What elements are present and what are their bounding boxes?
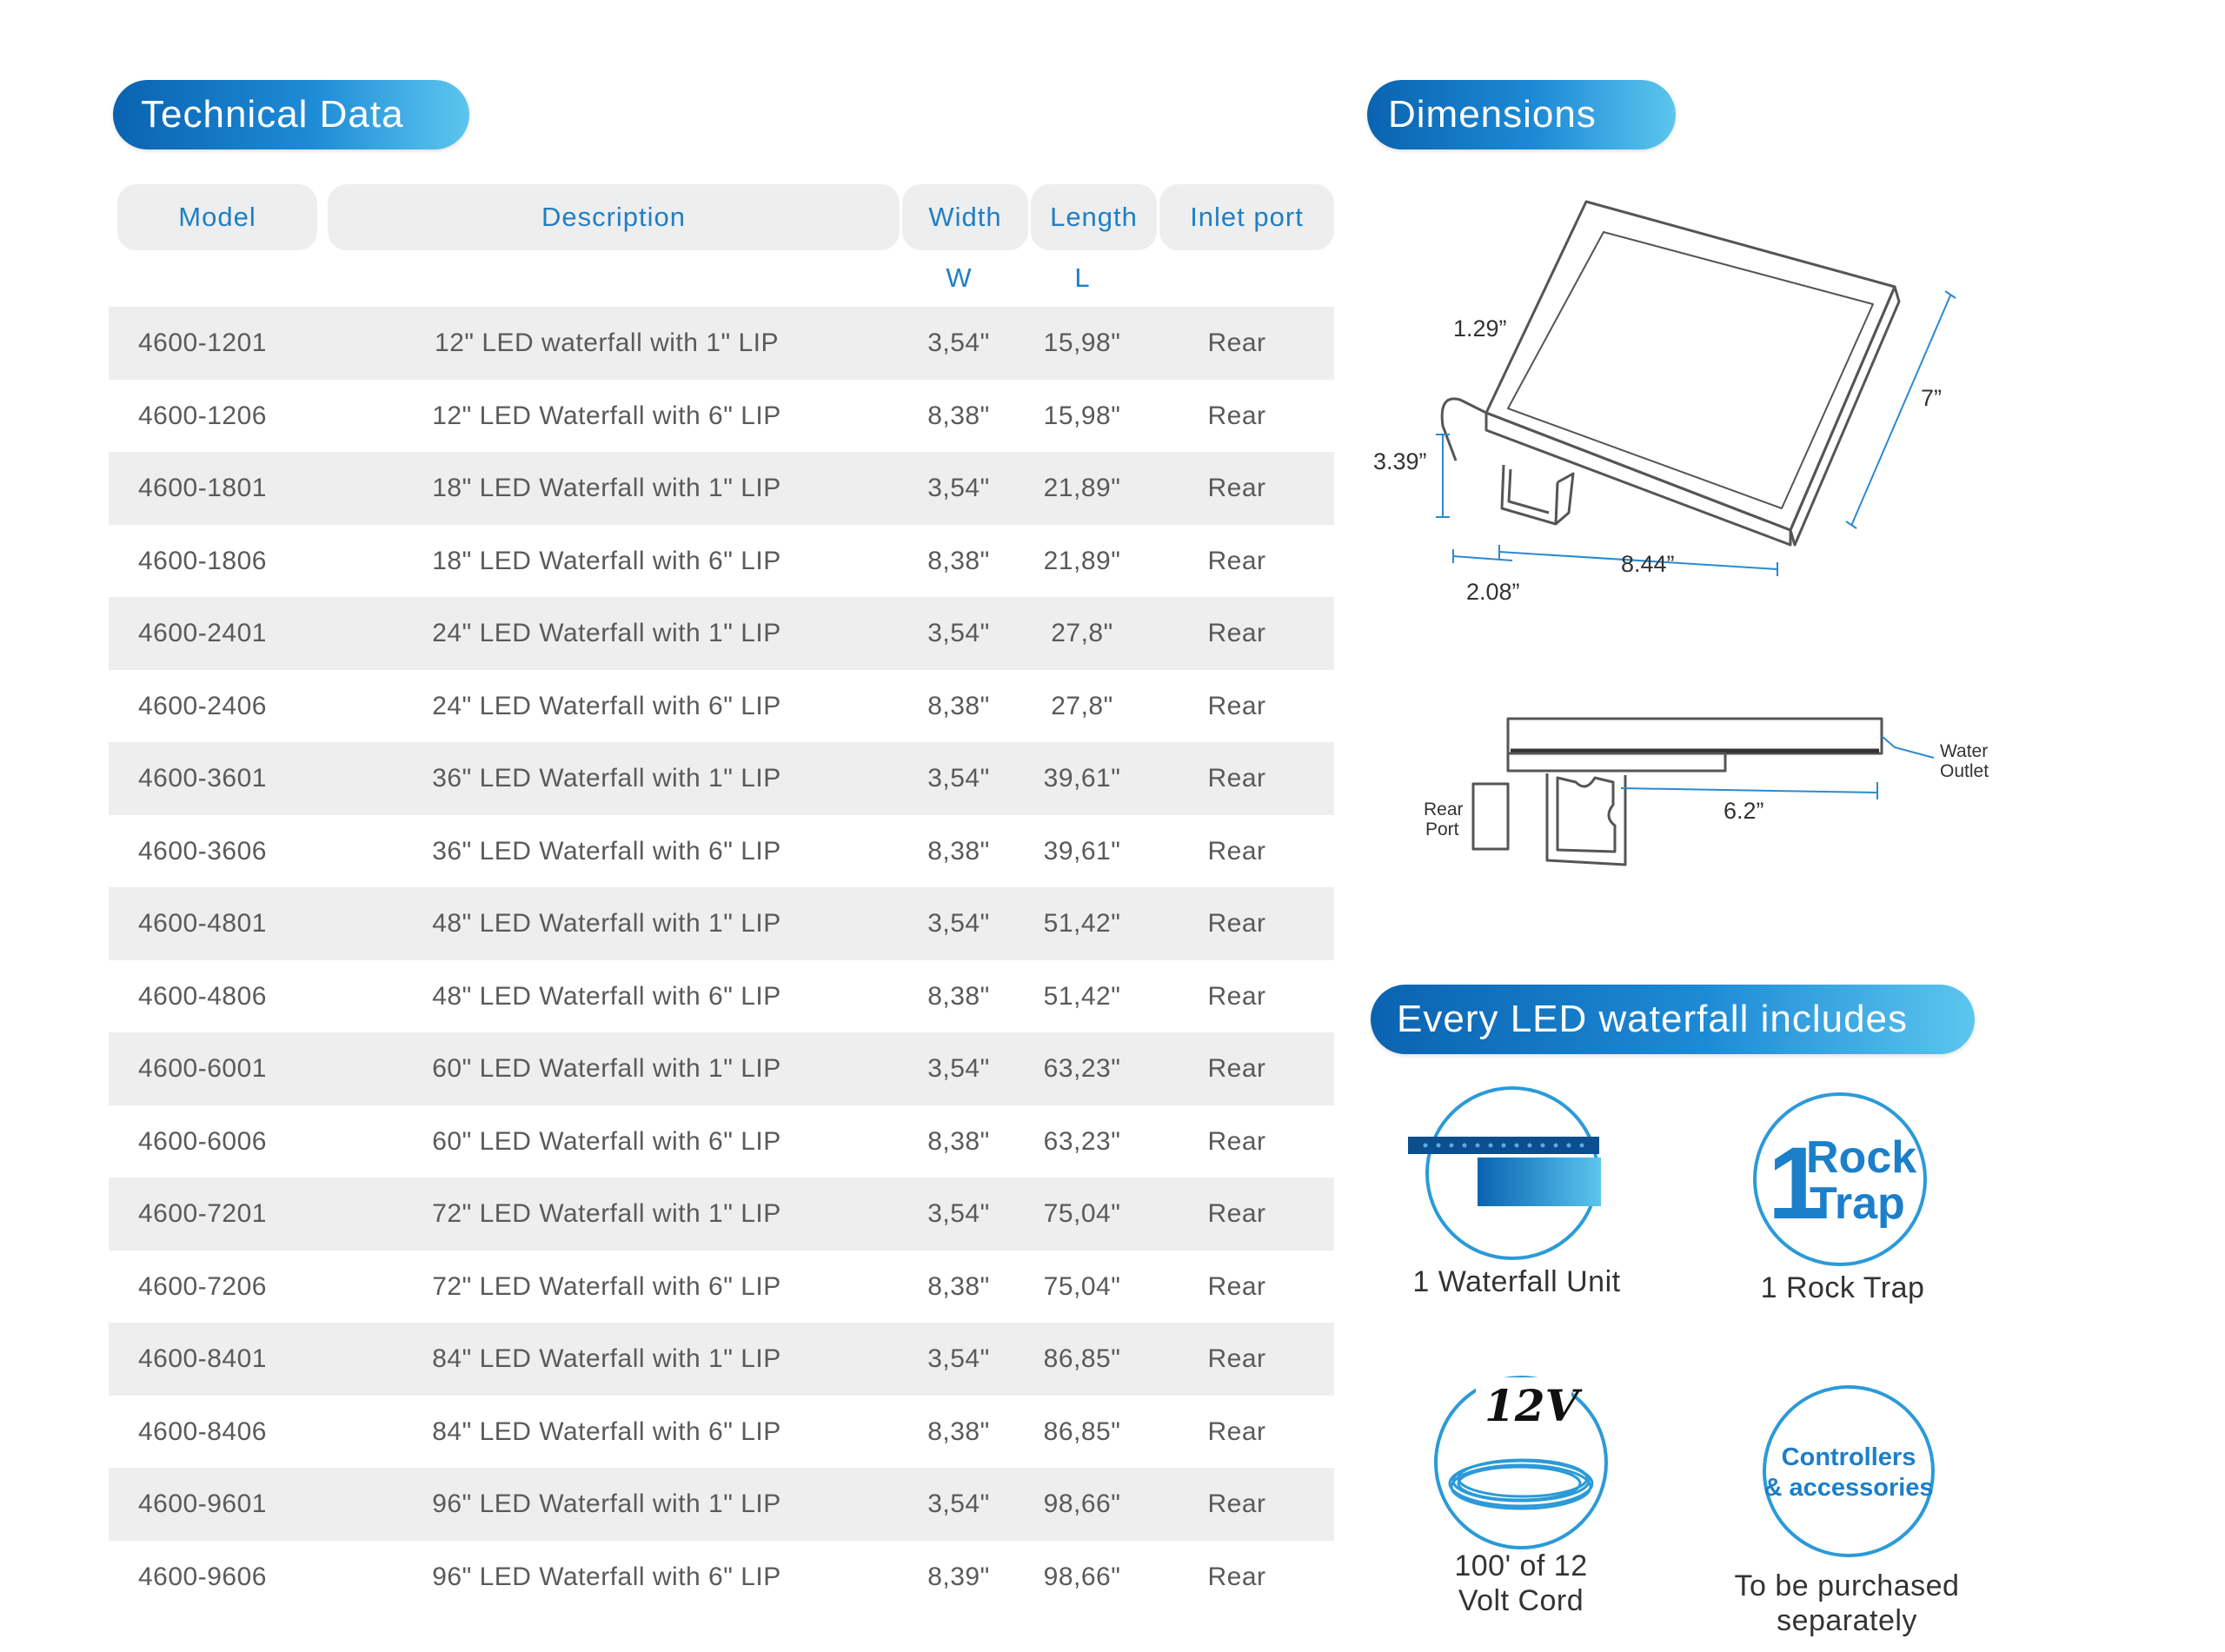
cell-description: 96" LED Waterfall with 6" LIP — [432, 1562, 781, 1591]
cord-icon — [1425, 1369, 1617, 1556]
cell-length: 98,66" — [1043, 1489, 1121, 1518]
cell-width: 8,38" — [927, 836, 990, 866]
cell-width: 3,54" — [927, 328, 990, 357]
dimensions-drawing-isometric — [1356, 187, 2051, 639]
cell-width: 3,54" — [927, 1054, 990, 1083]
cell-model: 4600-2401 — [138, 619, 267, 647]
cord-label-line-2: Volt Cord — [1458, 1584, 1584, 1617]
cell-width: 8,38" — [927, 691, 990, 720]
cell-width: 3,54" — [927, 619, 990, 647]
cell-description: 72" LED Waterfall with 1" LIP — [432, 1199, 781, 1228]
table-row — [109, 1541, 1334, 1614]
technical-data-table — [109, 307, 1334, 1613]
cell-inlet-port: Rear — [1207, 474, 1266, 502]
controllers-label — [1704, 1569, 1990, 1638]
cell-length: 39,61" — [1043, 764, 1121, 793]
cell-model: 4600-1801 — [138, 474, 267, 502]
table-row — [109, 525, 1334, 598]
cell-description: 18" LED Waterfall with 1" LIP — [432, 474, 781, 502]
cell-width: 8,38" — [927, 546, 990, 575]
cell-model: 4600-6006 — [138, 1126, 267, 1156]
subheader-width-w: W — [946, 262, 972, 293]
table-row — [109, 670, 1334, 743]
header-description: Description — [328, 184, 900, 250]
cell-width: 8,38" — [927, 401, 990, 430]
rock-trap-label: 1 Rock Trap — [1760, 1271, 1925, 1304]
cell-inlet-port: Rear — [1207, 401, 1266, 430]
dim-label-6-2: 6.2” — [1724, 798, 1764, 824]
cell-inlet-port: Rear — [1207, 1562, 1266, 1591]
cell-length: 75,04" — [1043, 1199, 1121, 1228]
dim-label-2-08: 2.08” — [1466, 579, 1520, 605]
cell-description: 24" LED Waterfall with 6" LIP — [432, 691, 781, 720]
cell-width: 8,39" — [927, 1562, 990, 1591]
cell-model: 4600-8401 — [138, 1344, 267, 1373]
cell-model: 4600-2406 — [138, 691, 267, 720]
rock-trap-word-trap: Trap — [1810, 1178, 1905, 1229]
cell-width: 3,54" — [927, 474, 990, 502]
cell-model: 4600-9601 — [138, 1489, 267, 1518]
cell-model: 4600-1201 — [138, 328, 267, 357]
cell-description: 48" LED Waterfall with 1" LIP — [432, 909, 781, 938]
technical-data-title: Technical Data — [113, 80, 469, 149]
table-row — [109, 742, 1334, 815]
table-row — [109, 1178, 1334, 1251]
dimensions-drawing-side — [1408, 695, 2034, 895]
cell-description: 84" LED Waterfall with 6" LIP — [432, 1416, 781, 1446]
cell-description: 84" LED Waterfall with 1" LIP — [432, 1344, 781, 1373]
cell-model: 4600-7206 — [138, 1271, 267, 1301]
subheader-length-l: L — [1074, 262, 1090, 293]
cell-width: 8,38" — [927, 1416, 990, 1446]
cell-inlet-port: Rear — [1207, 1199, 1266, 1228]
cell-length: 75,04" — [1043, 1271, 1121, 1301]
cell-model: 4600-4801 — [138, 909, 267, 938]
dim-label-8-44: 8.44” — [1621, 551, 1675, 577]
table-row — [109, 597, 1334, 670]
header-length: Length — [1031, 184, 1157, 250]
table-row — [109, 1468, 1334, 1541]
cell-length: 21,89" — [1043, 546, 1121, 575]
cell-inlet-port: Rear — [1207, 764, 1266, 793]
cell-description: 18" LED Waterfall with 6" LIP — [432, 546, 781, 575]
cell-inlet-port: Rear — [1207, 1489, 1266, 1518]
cell-width: 8,38" — [927, 1126, 990, 1156]
cell-length: 27,8" — [1051, 691, 1113, 720]
cell-inlet-port: Rear — [1207, 691, 1266, 720]
cell-model: 4600-1206 — [138, 401, 267, 430]
cell-width: 8,38" — [927, 981, 990, 1011]
table-row — [109, 1105, 1334, 1178]
cord-label-line-1: 100' of 12 — [1454, 1549, 1588, 1582]
waterfall-unit-icon — [1399, 1078, 1625, 1269]
table-row — [109, 307, 1334, 380]
cell-length: 39,61" — [1043, 836, 1121, 866]
header-width: Width — [902, 184, 1028, 250]
cell-description: 12" LED waterfall with 1" LIP — [435, 328, 779, 357]
cell-inlet-port: Rear — [1207, 1344, 1266, 1373]
cell-length: 21,89" — [1043, 474, 1121, 502]
controllers-icon — [1757, 1380, 1940, 1562]
cell-model: 4600-4806 — [138, 981, 267, 1011]
dim-label-3-39: 3.39” — [1373, 448, 1427, 474]
cell-description: 48" LED Waterfall with 6" LIP — [432, 981, 781, 1011]
cell-description: 12" LED Waterfall with 6" LIP — [432, 401, 781, 430]
cell-description: 72" LED Waterfall with 6" LIP — [432, 1271, 781, 1301]
cell-description: 24" LED Waterfall with 1" LIP — [432, 619, 781, 647]
table-row — [109, 815, 1334, 888]
cell-length: 51,42" — [1043, 909, 1121, 938]
cell-description: 36" LED Waterfall with 1" LIP — [432, 764, 781, 793]
cell-inlet-port: Rear — [1207, 1054, 1266, 1083]
table-row — [109, 887, 1334, 960]
table-row — [109, 1251, 1334, 1324]
cell-inlet-port: Rear — [1207, 909, 1266, 938]
cell-length: 27,8" — [1051, 619, 1113, 647]
cell-length: 86,85" — [1043, 1416, 1121, 1446]
cell-inlet-port: Rear — [1207, 1126, 1266, 1156]
cell-inlet-port: Rear — [1207, 619, 1266, 647]
cord-badge-12v: 12V — [1484, 1380, 1579, 1431]
cell-width: 8,38" — [927, 1271, 990, 1301]
cell-model: 4600-7201 — [138, 1199, 267, 1228]
cell-inlet-port: Rear — [1207, 1416, 1266, 1446]
label-port: Port — [1425, 819, 1459, 839]
cell-inlet-port: Rear — [1207, 1271, 1266, 1301]
controllers-badge-line-1: Controllers — [1781, 1443, 1916, 1471]
cell-inlet-port: Rear — [1207, 836, 1266, 866]
cell-length: 15,98" — [1043, 401, 1121, 430]
cell-length: 15,98" — [1043, 328, 1121, 357]
dim-label-1-29: 1.29” — [1453, 315, 1507, 342]
waterfall-unit-label: 1 Waterfall Unit — [1412, 1265, 1621, 1298]
cell-model: 4600-3601 — [138, 764, 267, 793]
controllers-label-line-2: separately — [1777, 1604, 1917, 1637]
cell-width: 3,54" — [927, 1199, 990, 1228]
cell-description: 36" LED Waterfall with 6" LIP — [432, 836, 781, 866]
cell-length: 63,23" — [1043, 1126, 1121, 1156]
cell-length: 63,23" — [1043, 1054, 1121, 1083]
table-row — [109, 960, 1334, 1033]
cell-length: 86,85" — [1043, 1344, 1121, 1373]
cell-inlet-port: Rear — [1207, 546, 1266, 575]
cell-inlet-port: Rear — [1207, 328, 1266, 357]
cell-model: 4600-9606 — [138, 1562, 267, 1591]
header-inlet-port: Inlet port — [1159, 184, 1334, 250]
table-row — [109, 1396, 1334, 1469]
controllers-label-line-1: To be purchased — [1734, 1569, 1960, 1602]
label-rear: Rear — [1424, 799, 1464, 819]
dim-label-7: 7” — [1921, 385, 1943, 411]
cell-description: 60" LED Waterfall with 1" LIP — [432, 1054, 781, 1083]
label-outlet: Outlet — [1940, 761, 1989, 781]
table-row — [109, 1032, 1334, 1105]
header-model: Model — [117, 184, 317, 250]
cell-width: 3,54" — [927, 1344, 990, 1373]
cell-length: 51,42" — [1043, 981, 1121, 1011]
cell-length: 98,66" — [1043, 1562, 1121, 1591]
table-row — [109, 380, 1334, 453]
cell-width: 3,54" — [927, 909, 990, 938]
label-water: Water — [1940, 741, 1989, 761]
cell-description: 96" LED Waterfall with 1" LIP — [432, 1489, 781, 1518]
cord-label — [1399, 1549, 1643, 1618]
cell-width: 3,54" — [927, 764, 990, 793]
dimensions-title: Dimensions — [1367, 80, 1676, 149]
cell-description: 60" LED Waterfall with 6" LIP — [432, 1126, 781, 1156]
includes-title: Every LED waterfall includes — [1371, 985, 1975, 1054]
cell-model: 4600-1806 — [138, 546, 267, 575]
cell-inlet-port: Rear — [1207, 981, 1266, 1011]
rock-trap-word-rock: Rock — [1806, 1132, 1917, 1183]
cell-model: 4600-6001 — [138, 1054, 267, 1083]
rock-trap-icon — [1749, 1088, 1931, 1271]
rock-trap-number: 1 — [1768, 1126, 1825, 1241]
table-row — [109, 452, 1334, 525]
controllers-badge-line-2: & accessories — [1763, 1474, 1934, 1502]
table-row — [109, 1323, 1334, 1396]
cell-model: 4600-8406 — [138, 1416, 267, 1446]
cell-width: 3,54" — [927, 1489, 990, 1518]
cell-model: 4600-3606 — [138, 836, 267, 866]
